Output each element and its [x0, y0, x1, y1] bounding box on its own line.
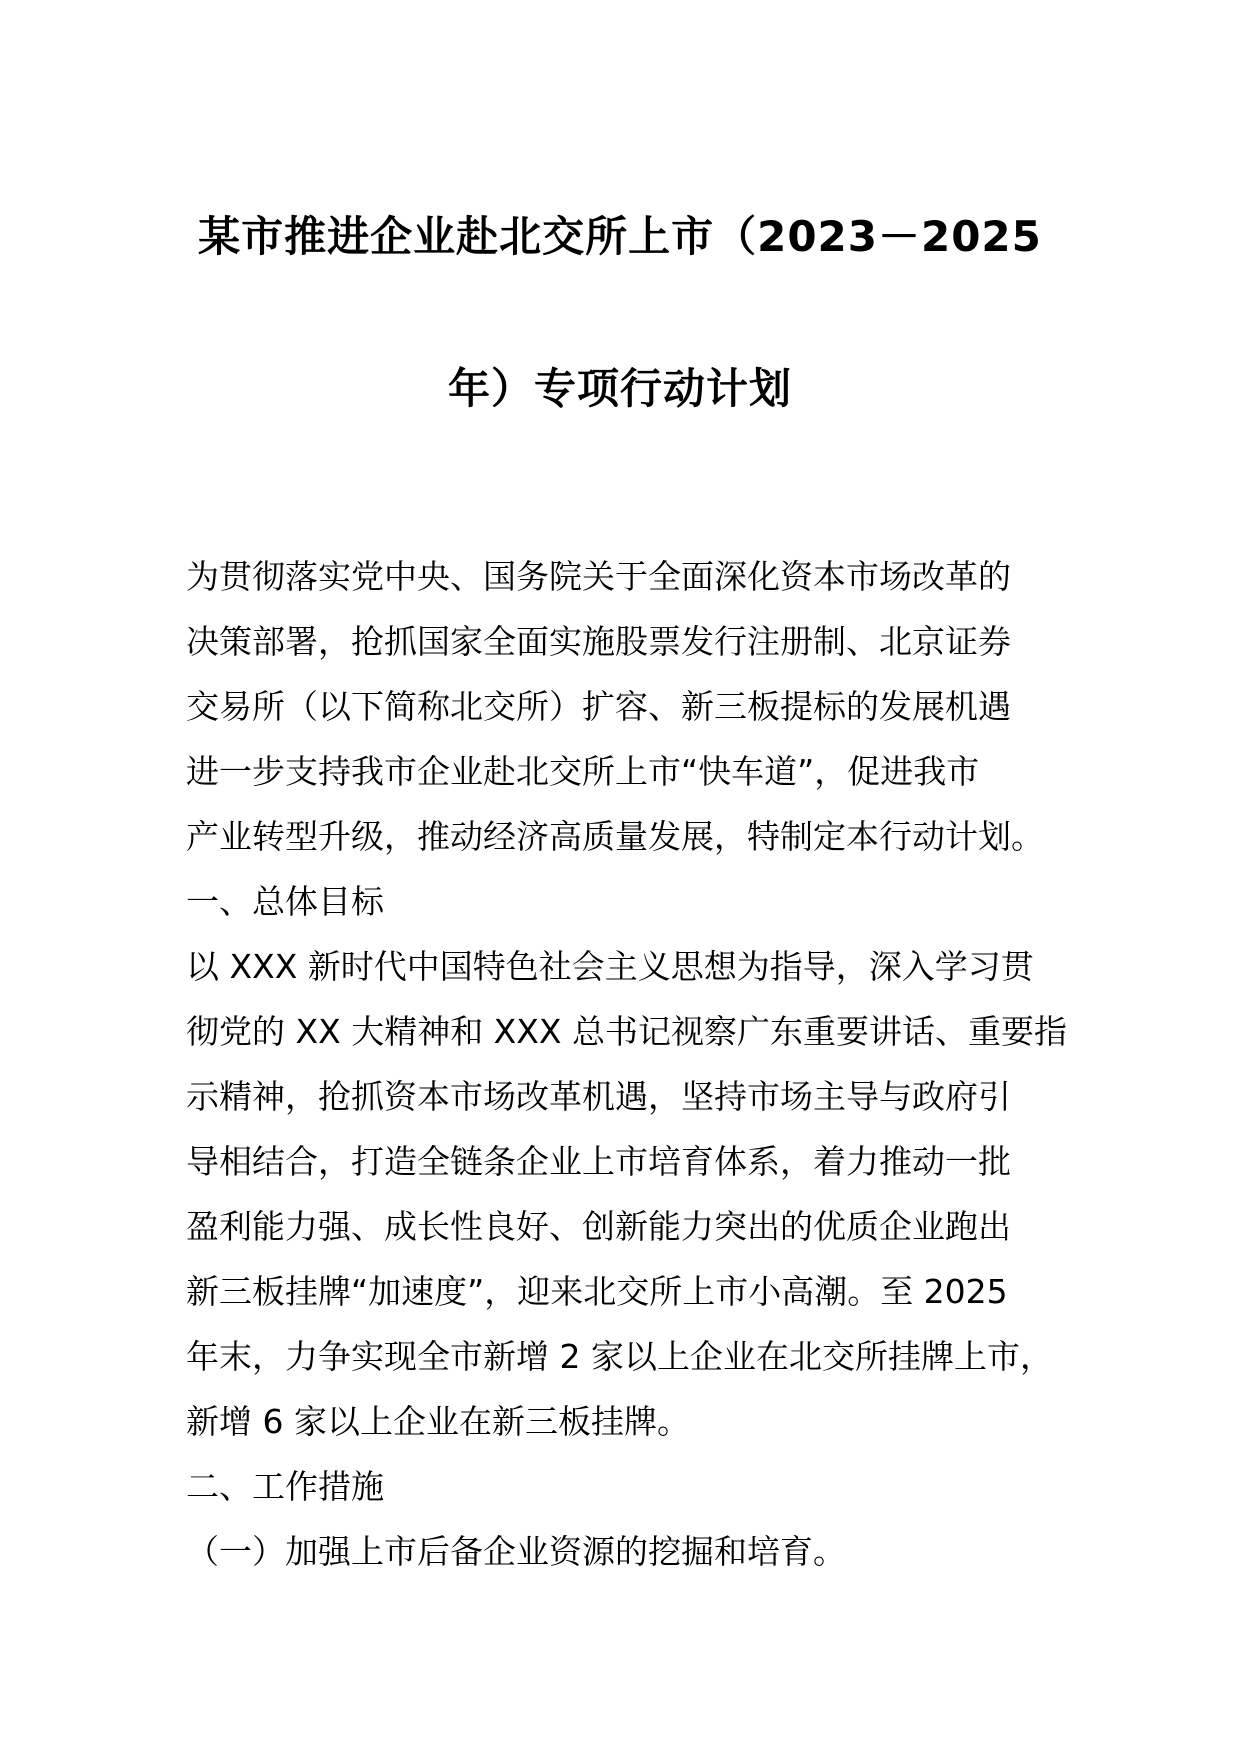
section-1-line: 彻党的 XX 大精神和 XXX 总书记视察广东重要讲话、重要指	[186, 1012, 1067, 1051]
section-2-heading: 二、工作措施	[186, 1467, 384, 1506]
section-1-line: 新三板挂牌“加速度”，迎来北交所上市小高潮。至 2025	[186, 1272, 1008, 1311]
intro-line: 决策部署，抢抓国家全面实施股票发行注册制、北京证券	[186, 622, 1011, 661]
section-1-line: 年末，力争实现全市新增 2 家以上企业在北交所挂牌上市，	[186, 1337, 1053, 1376]
section-1-line: 新增 6 家以上企业在新三板挂牌。	[186, 1402, 690, 1441]
section-1-line: 以 XXX 新时代中国特色社会主义思想为指导，深入学习贯	[186, 947, 1034, 986]
document-title-line-2: 年）专项行动计划	[447, 364, 792, 413]
document-body	[186, 544, 1066, 1584]
section-1-line: 示精神，抢抓资本市场改革机遇，坚持市场主导与政府引	[186, 1077, 1011, 1116]
intro-line: 为贯彻落实党中央、国务院关于全面深化资本市场改革的	[186, 557, 1011, 596]
section-1-heading: 一、总体目标	[186, 882, 384, 921]
intro-line: 进一步支持我市企业赴北交所上市“快车道”，促进我市	[186, 752, 980, 791]
section-1-line: 盈利能力强、成长性良好、创新能力突出的优质企业跑出	[186, 1207, 1011, 1246]
section-1-line: 导相结合，打造全链条企业上市培育体系，着力推动一批	[186, 1142, 1011, 1181]
intro-line: 交易所（以下简称北交所）扩容、新三板提标的发展机遇	[186, 687, 1011, 726]
intro-line: 产业转型升级，推动经济高质量发展，特制定本行动计划。	[186, 817, 1044, 856]
document-title-line-1: 某市推进企业赴北交所上市（2023－2025	[198, 212, 1042, 261]
section-2-subheading: （一）加强上市后备企业资源的挖掘和培育。	[186, 1532, 846, 1571]
